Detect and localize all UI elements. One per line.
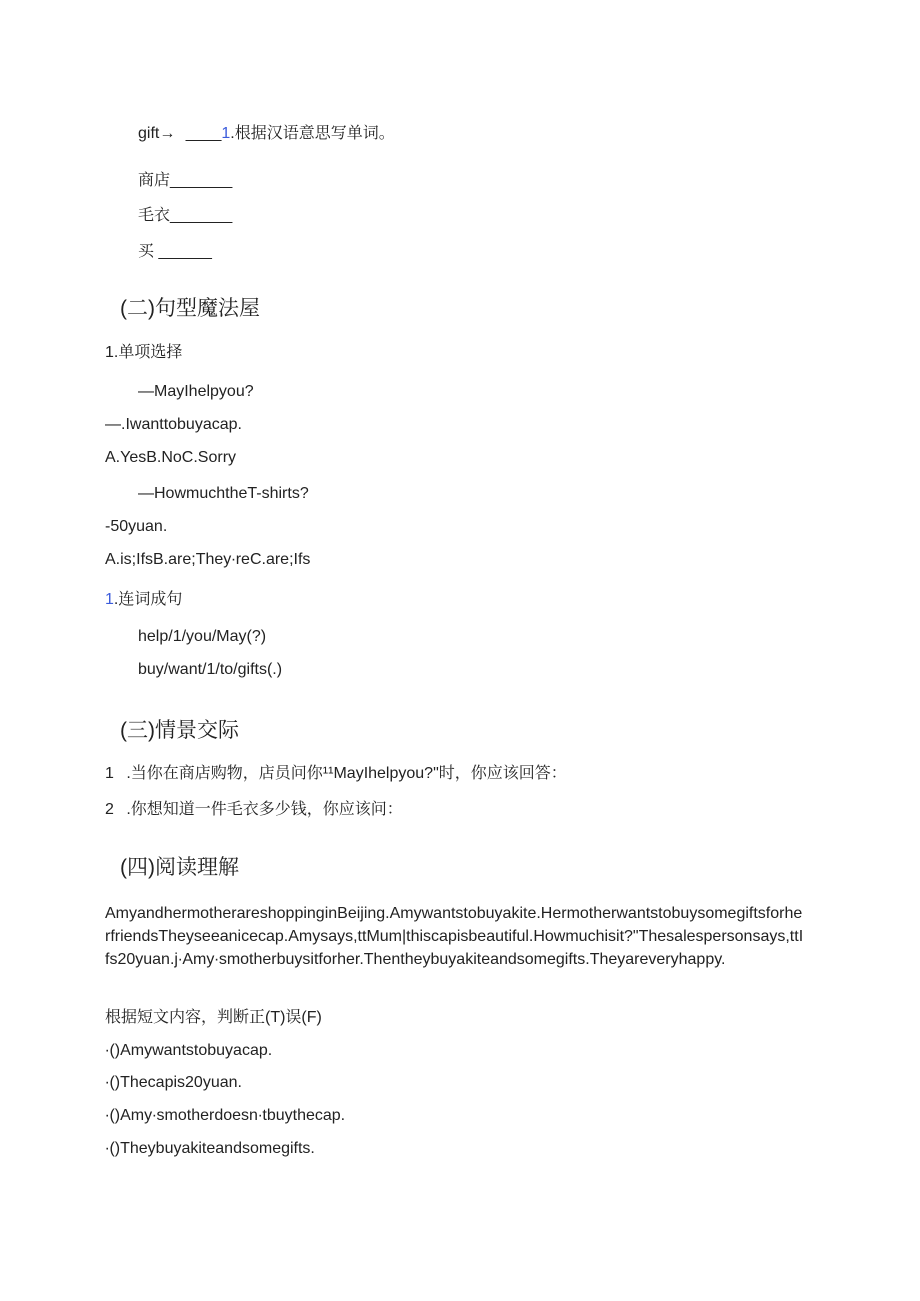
answer-line: —.Iwanttobuyacap. bbox=[105, 416, 242, 433]
dialogue-question bbox=[105, 800, 403, 820]
vocab-item-shop bbox=[138, 171, 232, 191]
dialogue-question bbox=[105, 764, 567, 784]
dialogue-number: 2 bbox=[105, 801, 114, 818]
options-line[interactable]: A.is;IfsB.are;They∙reC.are;Ifs bbox=[105, 551, 311, 568]
word-order-item: buy/want/1/to/gifts(.) bbox=[138, 661, 283, 678]
gift-blank[interactable]: ____ bbox=[185, 125, 222, 142]
gift-line bbox=[138, 124, 395, 144]
dialogue-number: 1 bbox=[105, 765, 114, 782]
sub-number: 1 bbox=[105, 591, 114, 608]
reading-passage: AmyandhermotherareshoppinginBeijing.Amywantstobuyakite.HermotherwantstobuysomegiftsforherfriendsTheyseeanicecap.Amysays,ttMum|thiscapisbeautiful.Howmuchisit?"Thesalespersonsays,ttIfs20yuan.j∙Amy∙smotherbuysitforher.Thentheybuyakiteandsomegifts.Theyareveryhappy. bbox=[105, 905, 804, 968]
gift-word: gift→ bbox=[138, 125, 176, 142]
dialogue-text: .你想知道一件毛衣多少钱，你应该问： bbox=[126, 801, 403, 818]
question-line: —HowmuchtheT-shirts? bbox=[138, 485, 309, 502]
sub-heading-sentence-building bbox=[105, 590, 182, 610]
vocab-label: 商店 bbox=[138, 172, 171, 189]
vocab-label: 毛衣 bbox=[138, 207, 171, 224]
true-false-statement[interactable]: ∙()Theybuyakiteandsomegifts. bbox=[105, 1140, 315, 1157]
vocab-blank[interactable]: _______ bbox=[170, 207, 233, 224]
question-number: 1 bbox=[221, 125, 231, 142]
section-title-sentence-magic: (二)句型魔法屋 bbox=[120, 297, 260, 320]
vocab-blank[interactable]: ______ bbox=[158, 243, 212, 260]
true-false-statement[interactable]: ∙()Amy∙smotherdoesn∙tbuythecap. bbox=[105, 1107, 346, 1124]
reading-instruction: 根据短文内容，判断正(T)误(F) bbox=[105, 1009, 322, 1026]
word-order-item: help/1/you/May(?) bbox=[138, 628, 267, 645]
vocab-blank[interactable]: _______ bbox=[170, 172, 233, 189]
sub-text: .连词成句 bbox=[113, 591, 183, 608]
vocab-item-sweater bbox=[138, 206, 232, 226]
dialogue-text: .当你在商店购物，店员问你¹¹MayIhelpyou?"时，你应该回答： bbox=[126, 765, 567, 782]
options-line[interactable]: A.YesB.NoC.Sorry bbox=[105, 449, 237, 466]
sub-heading-single-choice: 1.单项选择 bbox=[105, 344, 183, 361]
true-false-statement[interactable]: ∙()Amywantstobuyacap. bbox=[105, 1042, 273, 1059]
true-false-statement[interactable]: ∙()Thecapis20yuan. bbox=[105, 1074, 242, 1091]
vocab-label: 买 bbox=[138, 243, 155, 260]
vocab-item-buy bbox=[138, 242, 212, 262]
section-title-situational-dialogue: (三)情景交际 bbox=[120, 719, 239, 742]
instruction-text: .根据汉语意思写单词。 bbox=[230, 125, 395, 142]
answer-line: -50yuan. bbox=[105, 518, 168, 535]
section-title-reading: (四)阅读理解 bbox=[120, 856, 239, 879]
question-line: —MayIhelpyou? bbox=[138, 383, 254, 400]
